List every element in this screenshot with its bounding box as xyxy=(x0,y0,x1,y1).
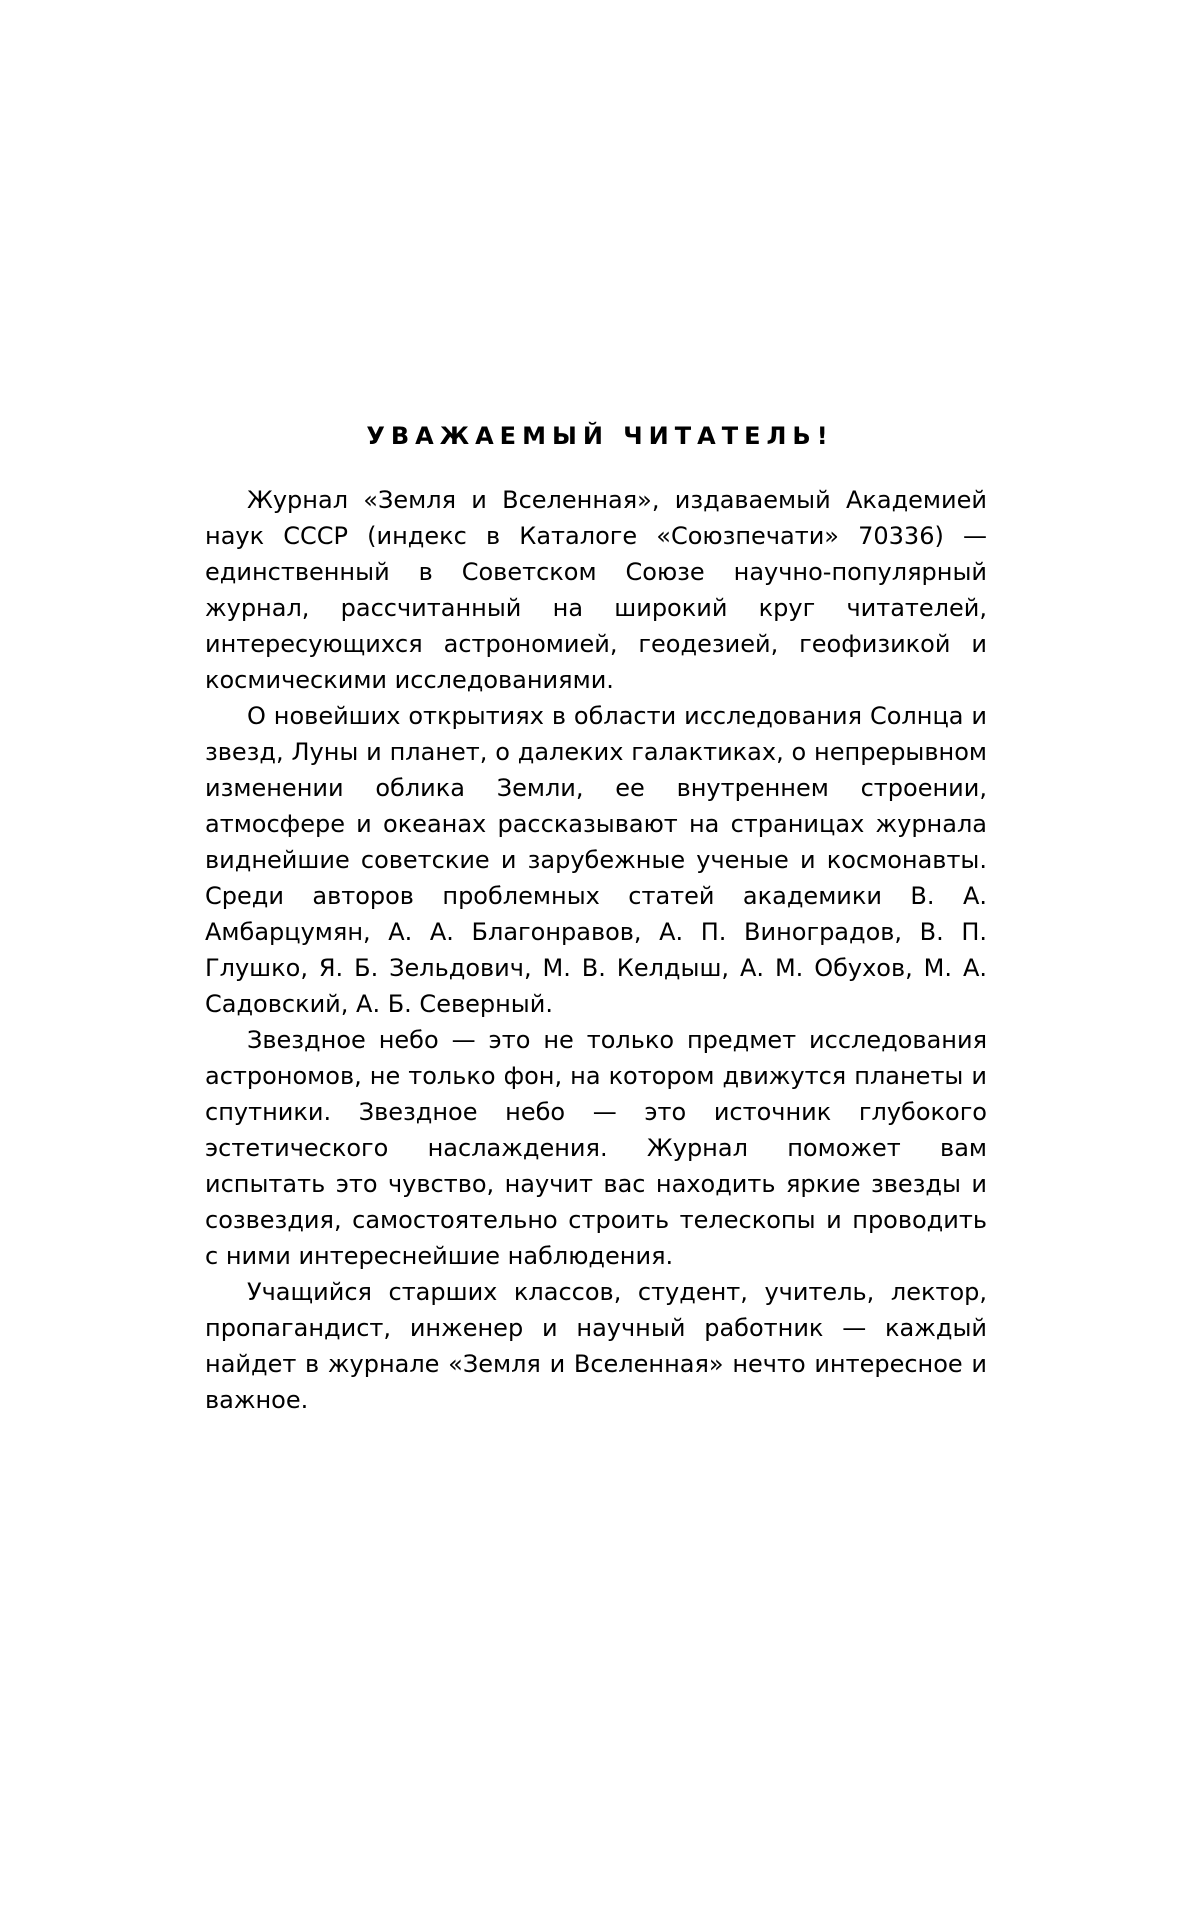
paragraph-4: Учащийся старших классов, студент, учитель, лектор, пропагандист, инженер и научный работник — каждый найдет в журнале «Земля и Вселенная» нечто интересное и важное. xyxy=(205,1278,987,1414)
paragraph-1: Журнал «Земля и Вселенная», издаваемый Академией наук СССР (индекс в Каталоге «Союзпечати» 70336) — единственный в Советском Союзе научно-популярный журнал, рассчитанный на широкий круг читателей, интересующихся астрономией, геодезией, геофизикой и космическими исследованиями. xyxy=(205,486,987,694)
paragraph-2: О новейших открытиях в области исследования Солнца и звезд, Луны и планет, о далеких галактиках, о непрерывном изменении облика Земли, ее внутреннем строении, атмосфере и океанах рассказывают на страницах журнала виднейшие советские и зарубежные ученые и космонавты. Среди авторов проблемных статей академики В. А. Амбарцумян, А. А. Благонравов, А. П. Виноградов, В. П. Глушко, Я. Б. Зельдович, М. В. Келдыш, А. М. Обухов, М. А. Садовский, А. Б. Северный. xyxy=(205,702,987,1018)
page-title: УВАЖАЕМЫЙ ЧИТАТЕЛЬ! xyxy=(366,422,834,450)
paragraph-3: Звездное небо — это не только предмет исследования астрономов, не только фон, на котором движутся планеты и спутники. Звездное небо — это источник глубокого эстетического наслаждения. Журнал поможет вам испытать это чувство, научит вас находить яркие звезды и созвездия, самостоятельно строить телескопы и проводить с ними интереснейшие наблюдения. xyxy=(205,1026,987,1270)
article-body xyxy=(205,482,987,1418)
